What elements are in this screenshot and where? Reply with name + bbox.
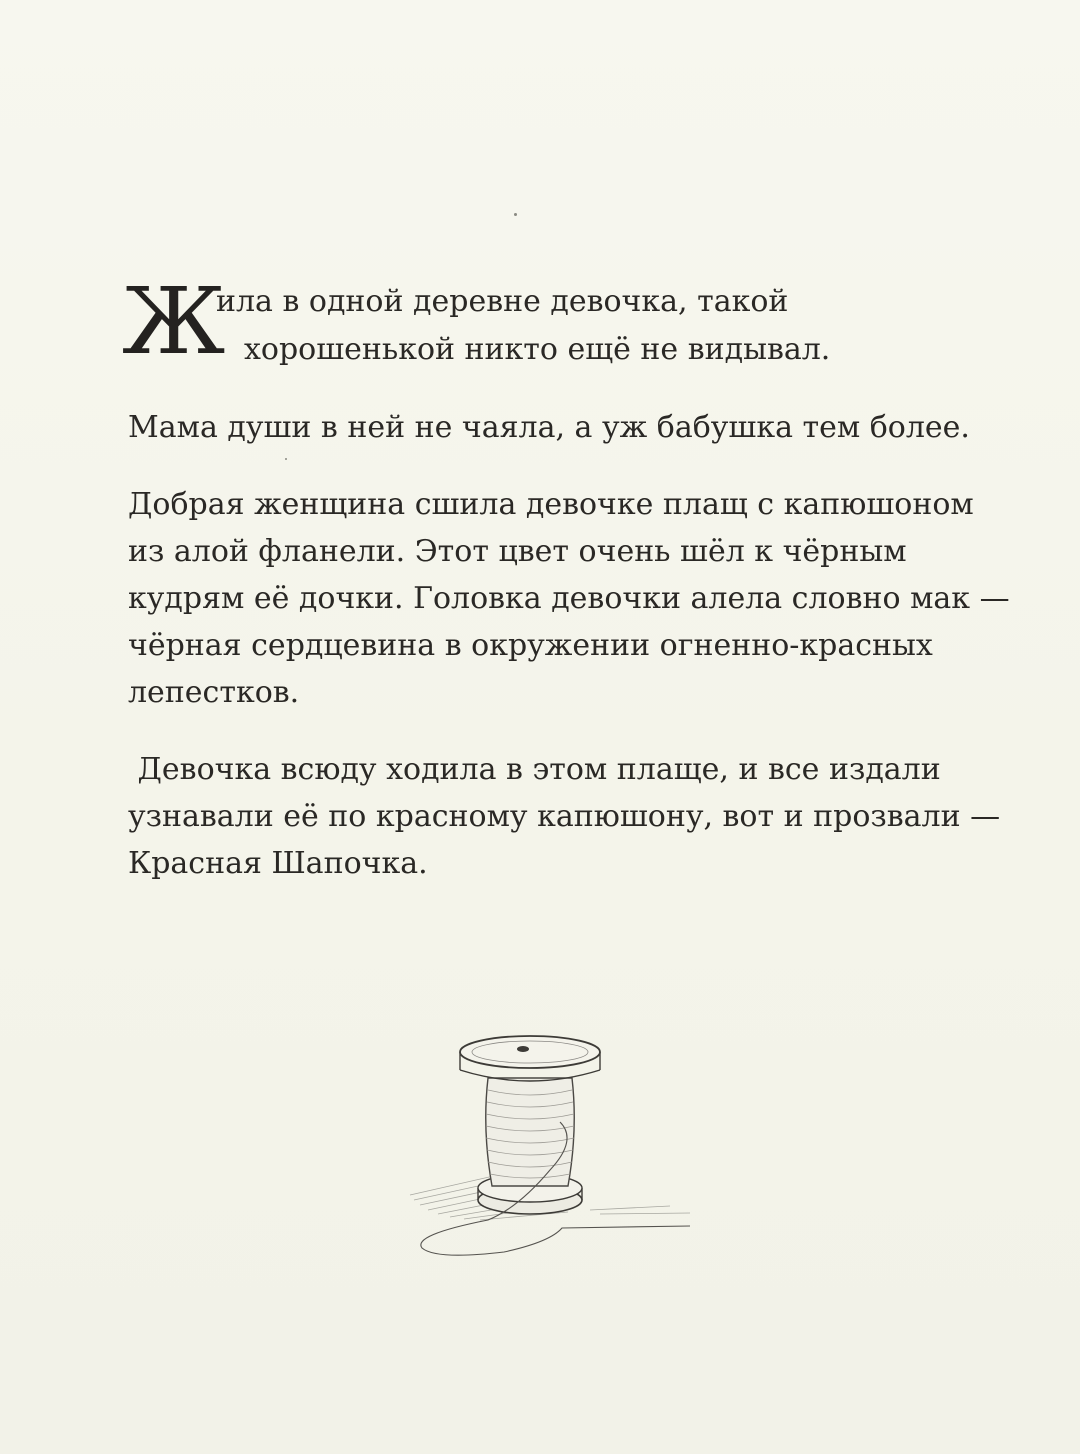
- paragraph-line: узнавали её по красному капюшону, вот и прозвали —: [128, 799, 1001, 834]
- spool-hole: [517, 1046, 529, 1052]
- paragraph-3: [128, 481, 1010, 716]
- story-text: [122, 268, 1010, 917]
- paragraph-line: чёрная сердцевина в окружении огненно-красных: [128, 628, 933, 663]
- paragraph-2: [128, 404, 968, 451]
- paragraph-1: [122, 268, 968, 375]
- paragraph-line: из алой фланели. Этот цвет очень шёл к чёрным: [128, 534, 907, 569]
- paragraph-line: хорошенькой никто ещё не видывал.: [244, 332, 831, 367]
- paragraph-line: кудрям её дочки. Головка девочки алела словно мак —: [128, 581, 1010, 616]
- paragraph-line: Добрая женщина сшила девочке плащ с капюшоном: [128, 487, 974, 522]
- paragraph-line: Мама души в ней не чаяла, а уж бабушка тем более.: [128, 410, 970, 445]
- paragraph-line: ила в одной деревне девочка, такой: [216, 284, 789, 319]
- paper-speck: [514, 213, 517, 216]
- paragraph-line: лепестков.: [128, 675, 300, 710]
- paragraph-line: Девочка всюду ходила в этом плаще, и все издали: [128, 752, 941, 787]
- spool-thread-body: [486, 1078, 575, 1186]
- thread-spool-illustration: [400, 1030, 700, 1270]
- paragraph-line: Красная Шапочка.: [128, 846, 428, 881]
- paragraph-4: [128, 746, 1001, 887]
- drop-cap: Ж: [122, 268, 226, 375]
